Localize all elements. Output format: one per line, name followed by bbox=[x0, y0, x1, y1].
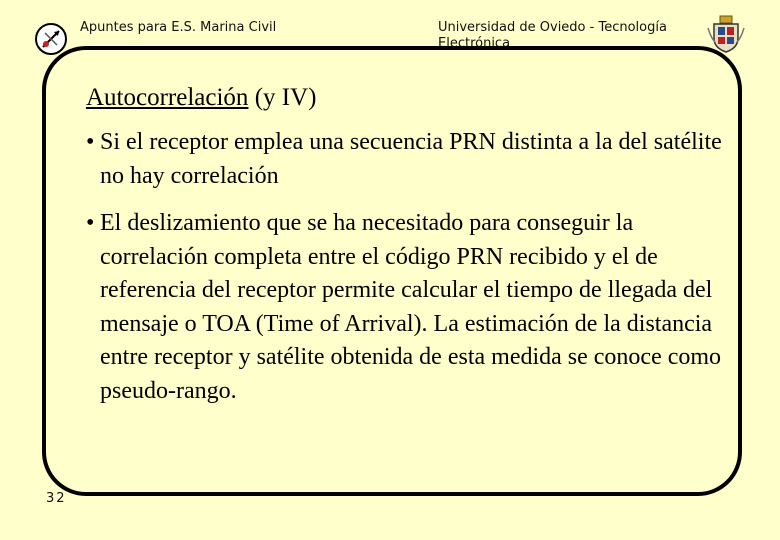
slide-title-main: Autocorrelación bbox=[86, 84, 249, 111]
page-number: 32 bbox=[46, 491, 67, 506]
header-course-title: Apuntes para E.S. Marina Civil bbox=[80, 20, 277, 35]
slide-title-suffix: (y IV) bbox=[248, 84, 317, 111]
bullet-glyph: • bbox=[86, 210, 95, 236]
header-university: Universidad de Oviedo - Tecnología Electrónica bbox=[438, 20, 667, 51]
bullet-text: Si el receptor emplea una secuencia PRN distinta a la del satélite no hay correlación bbox=[100, 129, 722, 189]
bullet-list bbox=[86, 126, 726, 422]
school-emblem-icon bbox=[34, 22, 68, 56]
bullet-glyph: • bbox=[86, 129, 95, 155]
bullet-text: El deslizamiento que se ha necesitado para conseguir la correlación completa entre el código PRN recibido y el de referencia del receptor permite calcular el tiempo de llegada del mensaje o TOA (Time of Arrival). La estimación de la distancia entre receptor y satélite obtenida de esta medida se conoce como pseudo-rango. bbox=[100, 210, 722, 404]
bullet-item bbox=[86, 207, 726, 408]
slide-title bbox=[86, 84, 316, 112]
bullet-item bbox=[86, 126, 726, 193]
